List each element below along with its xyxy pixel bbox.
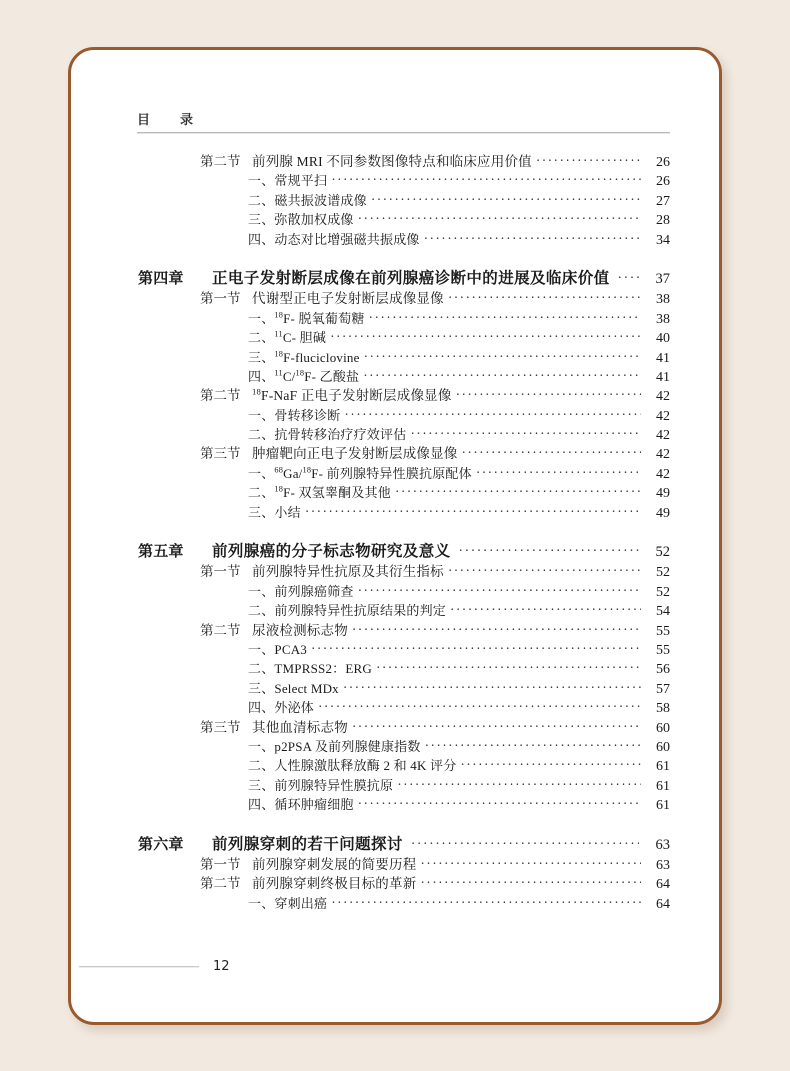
toc-entry-title: 三、$^{18}$F-fluciclovine <box>248 349 360 365</box>
toc-dot-leader <box>459 540 639 561</box>
toc-entry-page: 26 <box>656 155 670 170</box>
toc-dot-leader <box>456 385 641 404</box>
toc-entry-title: 前列腺癌的分子标志物研究及意义 <box>212 543 451 561</box>
toc-dot-leader <box>305 502 641 521</box>
toc-entry-title: 前列腺 MRI 不同参数图像特点和临床应用价值 <box>252 154 532 169</box>
toc-entry-item[interactable] <box>137 406 670 425</box>
toc-entry-page: 34 <box>656 232 670 248</box>
toc-entry-label: 第三节 <box>200 719 241 735</box>
toc-entry-title: 一、常规平扫 <box>248 173 328 189</box>
toc-entry-page: 28 <box>656 213 670 229</box>
toc-entry-title: 二、抗骨转移治疗疗效评估 <box>248 427 407 443</box>
toc-entry-item[interactable] <box>137 171 670 190</box>
toc-entry-label: 第一节 <box>200 564 241 580</box>
toc-entry-item[interactable] <box>137 191 670 210</box>
toc-entry-label: 第一节 <box>200 856 241 872</box>
toc-entry-page: 42 <box>656 389 670 405</box>
toc-entry-title: 一、PCA3 <box>248 641 307 657</box>
toc-dot-leader <box>318 697 641 716</box>
toc-spacer <box>137 522 670 541</box>
toc-dot-leader <box>369 308 641 327</box>
toc-entry-page: 58 <box>656 701 670 717</box>
toc-entry-item[interactable] <box>137 483 670 502</box>
toc-entry-page: 55 <box>656 642 670 658</box>
toc-dot-leader <box>448 561 641 580</box>
toc-entry-item[interactable] <box>137 425 670 444</box>
toc-entry-title: 一、前列腺癌筛查 <box>248 583 354 599</box>
toc-entry-page: 42 <box>656 428 670 444</box>
toc-entry-title: 一、骨转移诊断 <box>248 407 341 423</box>
toc-entry-item[interactable] <box>137 210 670 229</box>
toc-dot-leader <box>448 288 641 307</box>
toc-dot-leader <box>343 678 641 697</box>
toc-dot-leader <box>411 833 639 854</box>
toc-entry-label: 第六章 <box>138 836 184 853</box>
toc-entry-title: 前列腺特异性抗原及其衍生指标 <box>252 564 444 580</box>
toc-entry-label: 第五章 <box>138 544 184 561</box>
toc-entry-page: 41 <box>656 369 670 385</box>
toc-entry-item[interactable] <box>137 795 670 814</box>
toc-entry-title: 前列腺穿刺的若干问题探讨 <box>212 835 403 853</box>
toc-entry-title: 一、$^{68}$Ga/$^{18}$F- 前列腺特异性膜抗原配体 <box>248 465 472 481</box>
running-head <box>137 113 670 134</box>
toc-entry-title: 代谢型正电子发射断层成像显像 <box>252 291 444 307</box>
toc-entry-section[interactable] <box>137 152 670 171</box>
toc-entry-section[interactable] <box>137 444 670 463</box>
toc-entry-title: 二、磁共振波谱成像 <box>248 192 367 208</box>
toc-entry-item[interactable] <box>137 737 670 756</box>
toc-dot-leader <box>352 717 641 736</box>
toc-dot-leader <box>376 658 641 677</box>
toc-entry-title: 二、TMPRSS2：ERG <box>248 661 372 677</box>
toc-entry-item[interactable] <box>137 348 670 367</box>
toc-entry-item[interactable] <box>137 679 670 698</box>
toc-entry-title: 二、$^{18}$F- 双氢睾酮及其他 <box>248 484 391 501</box>
toc-entry-title: 三、小结 <box>248 504 301 520</box>
toc-entry-title: 一、$^{18}$F- 脱氧葡萄糖 <box>248 310 365 326</box>
toc-dot-leader <box>358 209 641 228</box>
toc-entry-title: 四、外泌体 <box>248 700 315 716</box>
toc-entry-page: 57 <box>656 681 670 697</box>
toc-dot-leader <box>331 170 641 189</box>
page-inner <box>71 50 719 1022</box>
toc-entry-title: 一、穿刺出癌 <box>248 895 328 911</box>
book-page-sheet <box>68 47 722 1025</box>
toc-entry-item[interactable] <box>137 640 670 659</box>
toc-entry-section[interactable] <box>137 289 670 308</box>
toc-dot-leader <box>352 620 641 639</box>
toc-entry-title: 一、p2PSA 及前列腺健康指数 <box>248 738 421 754</box>
toc-entry-page: 52 <box>656 565 670 581</box>
toc-entry-page: 38 <box>656 292 670 308</box>
toc-entry-title: 前列腺穿刺终极目标的革新 <box>252 876 417 892</box>
toc-entry-item[interactable] <box>137 776 670 795</box>
toc-entry-item[interactable] <box>137 230 670 249</box>
toc-entry-page: 49 <box>656 486 670 502</box>
toc-entry-item[interactable] <box>137 503 670 522</box>
toc-entry-title: 三、弥散加权成像 <box>248 212 354 228</box>
toc-spacer <box>137 815 670 834</box>
toc-entry-page: 61 <box>656 778 670 794</box>
toc-entry-section[interactable] <box>137 621 670 640</box>
toc-entry-page: 64 <box>656 877 670 893</box>
toc-entry-item[interactable] <box>137 659 670 678</box>
toc-dot-leader <box>420 873 641 892</box>
toc-dot-leader <box>358 794 641 813</box>
toc-dot-leader <box>410 424 641 443</box>
toc-entry-title: 二、前列腺特异性抗原结果的判定 <box>248 603 447 619</box>
toc-entry-page: 42 <box>656 447 670 463</box>
toc-entry-page: 42 <box>656 466 670 482</box>
toc-entry-page: 52 <box>656 584 670 600</box>
toc-entry-label: 第二节 <box>200 622 241 638</box>
toc-spacer <box>137 249 670 268</box>
toc-entry-item[interactable] <box>137 328 670 347</box>
toc-entry-section[interactable] <box>137 874 670 893</box>
toc-dot-leader <box>371 190 641 209</box>
toc-entry-page: 52 <box>655 544 670 561</box>
toc-entry-section[interactable] <box>137 855 670 874</box>
toc-entry-page: 60 <box>656 720 670 736</box>
toc-entry-page: 41 <box>656 350 670 366</box>
toc-entry-page: 27 <box>656 193 670 209</box>
toc-dot-leader <box>330 327 641 346</box>
toc-entry-section[interactable] <box>137 562 670 581</box>
toc-dot-leader <box>425 736 641 755</box>
toc-dot-leader <box>618 267 639 288</box>
toc-entry-item[interactable] <box>137 309 670 328</box>
toc-entry-page: 63 <box>655 836 670 853</box>
toc-entry-label: 第四章 <box>138 271 184 288</box>
toc-dot-leader <box>460 755 641 774</box>
toc-entry-title: 四、循环肿瘤细胞 <box>248 797 354 813</box>
toc-entry-item[interactable] <box>137 698 670 717</box>
toc-entry-item[interactable] <box>137 367 670 386</box>
toc-entry-item[interactable] <box>137 582 670 601</box>
toc-entry-section[interactable] <box>137 386 670 405</box>
toc-dot-leader <box>420 854 641 873</box>
toc-dot-leader <box>450 600 641 619</box>
toc-entry-page: 37 <box>655 271 670 288</box>
toc-dot-leader <box>476 463 641 482</box>
toc-dot-leader <box>344 405 641 424</box>
toc-dot-leader <box>536 151 641 170</box>
toc-dot-leader <box>331 893 641 912</box>
toc-entry-title: 四、动态对比增强磁共振成像 <box>248 231 420 247</box>
toc-entry-chapter[interactable] <box>137 541 670 562</box>
toc-entry-title: 二、$^{11}$C- 胆碱 <box>248 329 327 346</box>
toc-entry-page: 56 <box>656 662 670 678</box>
toc-entry-title: 二、人性腺激肽释放酶 2 和 4K 评分 <box>248 758 457 774</box>
toc-entry-page: 55 <box>656 623 670 639</box>
toc-dot-leader <box>311 639 641 658</box>
page-number: 12 <box>213 959 230 974</box>
toc-entry-item[interactable] <box>137 894 670 913</box>
toc-dot-leader <box>462 443 642 462</box>
toc-entry-label: 第二节 <box>200 388 241 404</box>
toc-entry-item[interactable] <box>137 601 670 620</box>
toc-entry-title: 四、$^{11}$C/$^{18}$F- 乙酸盐 <box>248 368 360 384</box>
toc-entry-page: 49 <box>656 505 670 521</box>
toc-entry-title: 前列腺穿刺发展的简要历程 <box>252 856 417 872</box>
toc-entry-page: 26 <box>656 174 670 190</box>
toc-dot-leader <box>397 775 641 794</box>
toc-entry-section[interactable] <box>137 718 670 737</box>
toc-dot-leader <box>363 366 641 385</box>
toc-entry-chapter[interactable] <box>137 834 670 855</box>
toc-entry-label: 第一节 <box>200 291 241 307</box>
toc-entry-page: 64 <box>656 896 670 912</box>
toc-entry-page: 63 <box>656 857 670 873</box>
toc-entry-label: 第二节 <box>200 154 241 169</box>
running-head-title: 目 录 <box>137 113 201 128</box>
toc-entry-title: 尿液检测标志物 <box>252 622 348 638</box>
toc-entry-title: 三、前列腺特异性膜抗原 <box>248 777 394 793</box>
toc-entry-chapter[interactable] <box>137 268 670 289</box>
toc-dot-leader <box>364 347 641 366</box>
toc-entry-title: 肿瘤靶向正电子发射断层成像显像 <box>252 446 458 462</box>
toc-entry-title: 正电子发射断层成像在前列腺癌诊断中的进展及临床价值 <box>212 270 610 288</box>
toc-entry-item[interactable] <box>137 464 670 483</box>
toc-entry-page: 61 <box>656 759 670 775</box>
folio-rule <box>79 966 199 968</box>
toc-dot-leader <box>395 482 641 501</box>
running-head-rule <box>137 132 670 134</box>
toc-dot-leader <box>424 229 641 248</box>
folio <box>79 959 299 974</box>
toc-entry-title: 三、Select MDx <box>248 680 339 696</box>
toc-entry-page: 54 <box>656 604 670 620</box>
toc-entry-page: 38 <box>656 311 670 327</box>
toc-entry-page: 40 <box>656 331 670 347</box>
table-of-contents <box>137 152 670 913</box>
toc-entry-label: 第二节 <box>200 876 241 892</box>
toc-entry-page: 42 <box>656 408 670 424</box>
toc-entry-label: 第三节 <box>200 446 241 462</box>
toc-entry-title: $^{18}$F-NaF 正电子发射断层成像显像 <box>252 386 452 404</box>
toc-entry-page: 61 <box>656 798 670 814</box>
toc-entry-item[interactable] <box>137 756 670 775</box>
toc-dot-leader <box>358 581 641 600</box>
toc-entry-title: 其他血清标志物 <box>252 719 348 735</box>
toc-entry-page: 60 <box>656 739 670 755</box>
